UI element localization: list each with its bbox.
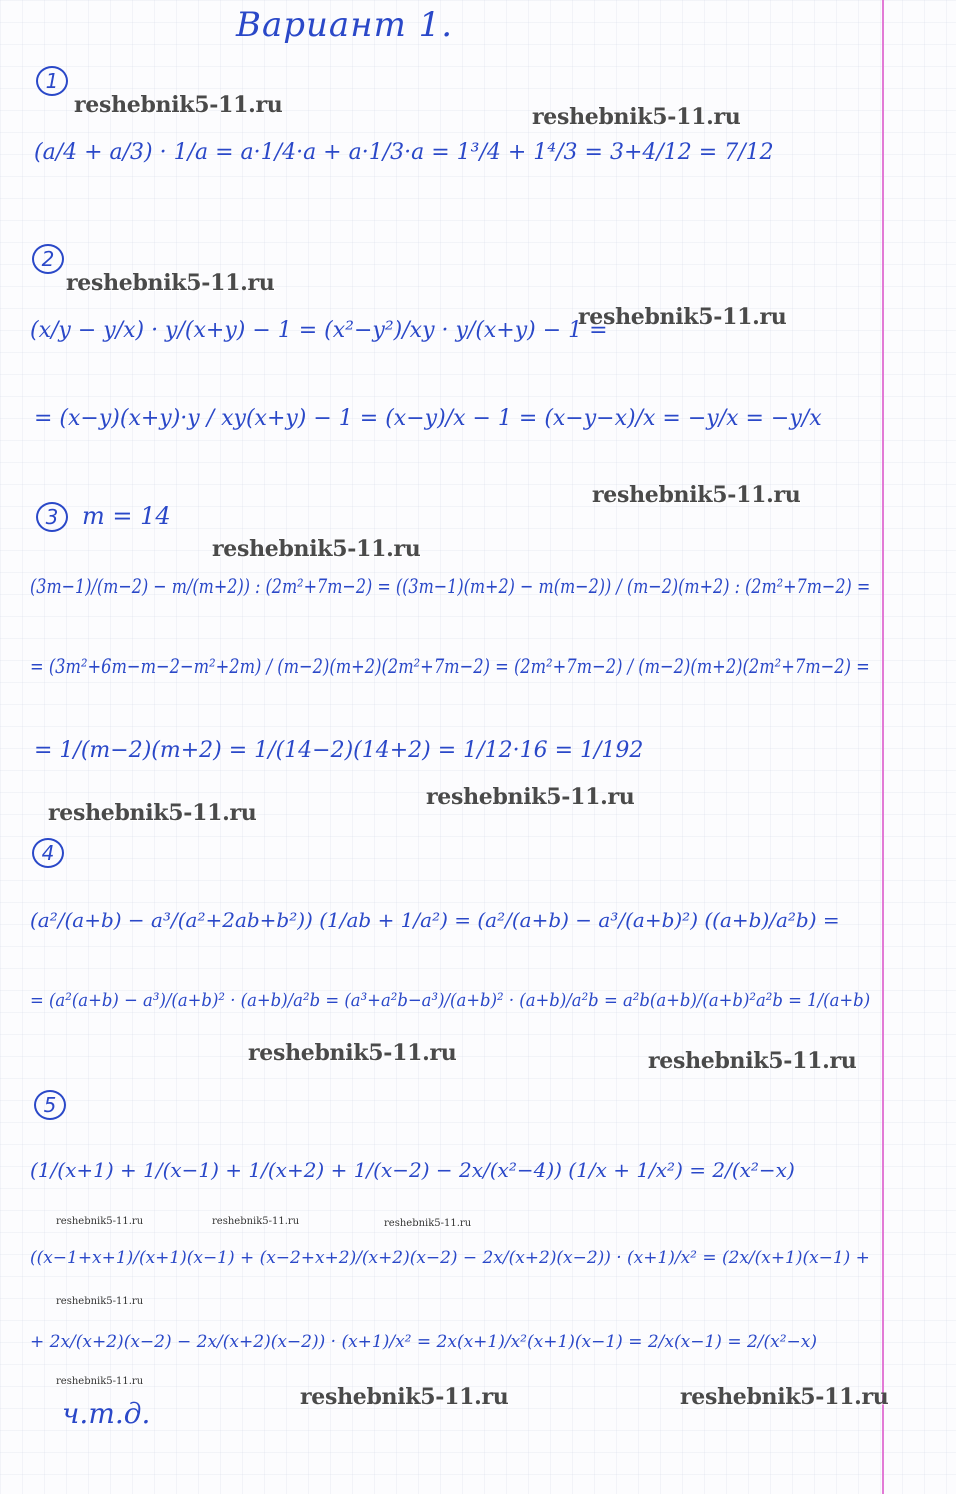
watermark: reshebnik5-11.ru xyxy=(248,1040,457,1066)
task-1-number: 1 xyxy=(36,66,68,96)
task-3-condition: m = 14 xyxy=(82,502,171,530)
watermark: reshebnik5-11.ru xyxy=(648,1048,857,1074)
watermark-small: reshebnik5-11.ru xyxy=(56,1216,144,1227)
watermark: reshebnik5-11.ru xyxy=(300,1384,509,1410)
task-4-line-2: = (a²(a+b) − a³)/(a+b)² · (a+b)/a²b = (a³+a²b−a³)/(a+b)² · (a+b)/a²b = a²b(a+b)/(a+b)²a²b = 1/(a+b) xyxy=(30,990,871,1011)
task-3-line-1: (3m−1)/(m−2) − m/(m+2)) : (2m²+7m−2) = ((3m−1)(m+2) − m(m−2)) / (m−2)(m+2) : (2m²+7m−2) = xyxy=(30,574,871,598)
task-2-line-1: (x/y − y/x) · y/(x+y) − 1 = (x²−y²)/xy · y/(x+y) − 1 = xyxy=(30,318,608,343)
task-5-footer: ч.т.д. xyxy=(62,1397,151,1430)
watermark: reshebnik5-11.ru xyxy=(426,784,635,810)
watermark-small: reshebnik5-11.ru xyxy=(384,1218,472,1229)
task-5-line-1: (1/(x+1) + 1/(x−1) + 1/(x+2) + 1/(x−2) − 2x/(x²−4)) (1/x + 1/x²) = 2/(x²−x) xyxy=(30,1158,795,1182)
task-2-line-2: = (x−y)(x+y)·y / xy(x+y) − 1 = (x−y)/x − 1 = (x−y−x)/x = −y/x = −y/x xyxy=(34,406,822,431)
task-3-number: 3 xyxy=(36,502,68,532)
task-4-line-1: (a²/(a+b) − a³/(a²+2ab+b²)) (1/ab + 1/a²) = (a²/(a+b) − a³/(a+b)²) ((a+b)/a²b) = xyxy=(30,908,840,932)
task-1-line-1: (a/4 + a/3) · 1/a = a·1/4·a + a·1/3·a = 1³/4 + 1⁴/3 = 3+4/12 = 7/12 xyxy=(34,140,774,165)
task-3-line-3: = 1/(m−2)(m+2) = 1/(14−2)(14+2) = 1/12·16 = 1/192 xyxy=(34,738,644,763)
task-5-line-2: ((x−1+x+1)/(x+1)(x−1) + (x−2+x+2)/(x+2)(x−2) − 2x/(x+2)(x−2)) · (x+1)/x² = (2x/(x+1)(x−1) + xyxy=(30,1248,870,1268)
task-2-number: 2 xyxy=(32,244,64,274)
watermark: reshebnik5-11.ru xyxy=(532,104,741,130)
watermark-small: reshebnik5-11.ru xyxy=(56,1376,144,1387)
watermark: reshebnik5-11.ru xyxy=(66,270,275,296)
watermark: reshebnik5-11.ru xyxy=(74,92,283,118)
watermark: reshebnik5-11.ru xyxy=(578,304,787,330)
watermark: reshebnik5-11.ru xyxy=(212,536,421,562)
page-title: Вариант 1. xyxy=(236,5,454,45)
task-4-number: 4 xyxy=(32,838,64,868)
watermark: reshebnik5-11.ru xyxy=(680,1384,889,1410)
margin-line xyxy=(882,0,884,1494)
watermark: reshebnik5-11.ru xyxy=(592,482,801,508)
watermark-small: reshebnik5-11.ru xyxy=(56,1296,144,1307)
task-5-line-3: + 2x/(x+2)(x−2) − 2x/(x+2)(x−2)) · (x+1)/x² = 2x(x+1)/x²(x+1)(x−1) = 2/x(x−1) = 2/(x²−x) xyxy=(30,1332,818,1352)
task-5-number: 5 xyxy=(34,1090,66,1120)
watermark: reshebnik5-11.ru xyxy=(48,800,257,826)
task-3-line-2: = (3m²+6m−m−2−m²+2m) / (m−2)(m+2)(2m²+7m−2) = (2m²+7m−2) / (m−2)(m+2)(2m²+7m−2) = xyxy=(30,654,870,678)
watermark-small: reshebnik5-11.ru xyxy=(212,1216,300,1227)
